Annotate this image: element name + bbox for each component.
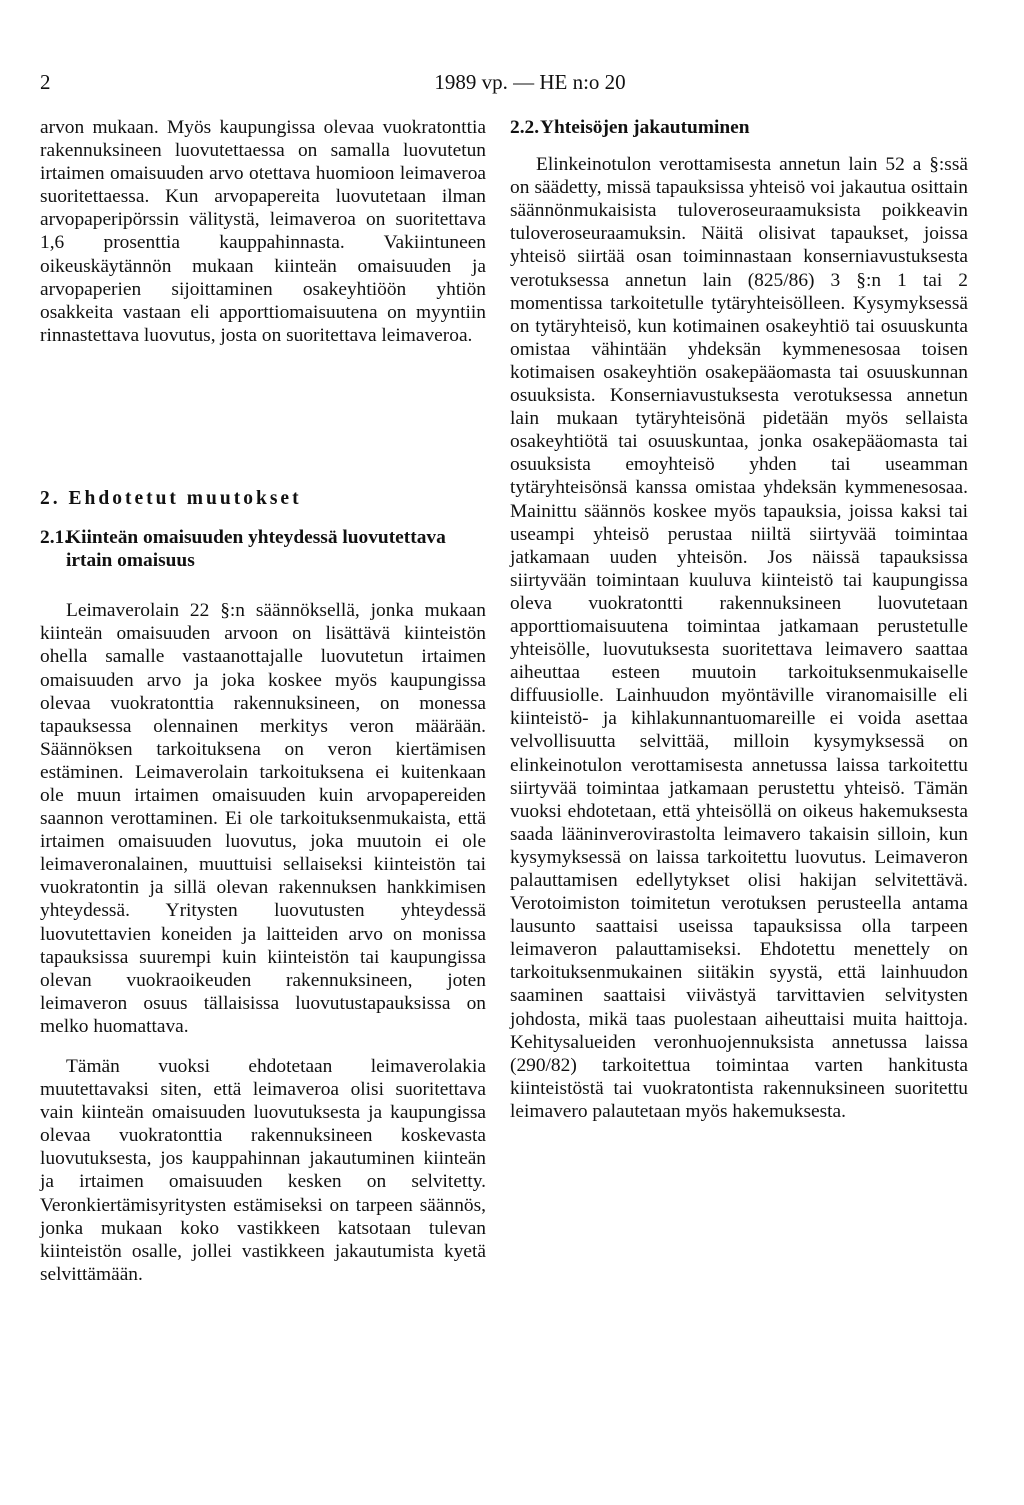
body-paragraph: Elinkeinotulon verottamisesta annetun lain 52 a §:ssä on säädetty, missä tapauksissa yhteisö voi jakautua osittain säännönmukaisista tuloveroseuraamuksista poikkeavin tuloveroseuraamuksin. Näitä olisivat tapaukset, joissa yhteisö siirtää osan toiminnastaan konserniavustuksesta verotuksessa annetun lain (825/86) 3 §:n 1 tai 2 momentissa tarkoitetulle tytäryhteisölleen. Kysymyksessä on tytäryhteisö, kun kotimainen osakeyhtiö tai osuuskunta omistaa vähintään yhdeksän kymmenesosaa toisen kotimaisen osakeyhtiön osakepääomasta tai osuuskunnan osuuksista. Konserniavustuksesta verotuksessa annetun lain mukaan tytäryhteisönä pidetään myös sellaista osakeyhtiötä tai osuuskuntaa, jonka osakepääomasta tai osuuksista emoyhteisö yhden tai useamman tytäryhteisönsä kanssa omistaa yhdeksän kymmenesosaa. Mainittu säännös koskee myös tapauksia, joissa kaksi tai useampi yhteisö perustaa niiltä siirtyvää toimintaa jatkamaan uuden yhteisön. Jos näissä tapauksissa siirtyvään toimintaan kuuluva kiinteistö tai kaupungissa oleva vuokratontti rakennuksineen luovutetaan apporttiomaisuutena toimintaa jatkamaan perustetulle yhteisölle, luovutuksesta suoritettava leimavero saattaa aiheuttaa esteen muutoin tarkoituksenmukaiselle diffuusiolle. Lainhuudon myöntäville viranomaisille eli kiinteistö- ja kihlakunnantuomareille ei voida asettaa velvollisuutta selvittää, milloin kysymyksessä on elinkeinotulon verottamisesta annetussa laissa tarkoitettu siirtyvää toimintaa jatkamaan perustettu yhteisö. Tämän vuoksi ehdotetaan, että yhteisöllä on oikeus hakemuksesta saada lääninverovirastolta leimavero takaisin silloin, kun kysymyksessä on laissa tarkoitettu luovutus. Leimaveron palauttamisen edellytykset olisi hakijan selvitettävä. Verotoimiston toimitetun verotuksen perusteella antama lausunto saattaisi useissa tapauksissa olla tarpeen leimaveron palauttamiseksi. Ehdotettu menettely on tarkoituksenmukainen siitäkin syystä, että lainhuudon saaminen saattaisi viivästyä tarvittavien selvitysten johdosta, mikä taas puolestaan aiheuttaisi muita haittoja. Kehitysalueiden veronhuojennuksista annetussa laissa (290/82) tarkoitettua toimintaa varten hankitusta kiinteistöstä tai vuokratontista rakennuksineen suoritettu leimavero palautetaan myös hakemuksesta. [510, 154, 968, 1122]
subsection-heading-2-2 [510, 116, 968, 139]
intro-paragraph: arvon mukaan. Myös kaupungissa olevaa vuokratonttia rakennuksineen luovutettaessa on samalla luovutetun irtaimen omaisuuden arvo otettava huomioon leimaveroa suoritettaessa. Kun arvopapereita luovutetaan ilman arvopaperipörssin välitystä, leimaveroa on suoritettava 1,6 prosenttia kauppahinnasta. Vakiintuneen oikeuskäytännön mukaan kiinteän omaisuuden ja arvopaperien sijoittaminen osakeyhtiöön yhtiön osakkeita vastaan eli apporttiomaisuutena on myyntiin rinnastettava luovutus, josta on suoritettava leimaveroa. [40, 117, 486, 346]
subsection-heading-2-1 [40, 526, 486, 572]
right-column [510, 116, 968, 1123]
body-paragraph: Tämän vuoksi ehdotetaan leimaverolakia muutettavaksi siten, että leimaveroa olisi suoritettava vain kiinteän omaisuuden luovutuksesta ja kaupungissa olevaa vuokratonttia rakennuksineen koskevasta luovutuksesta, jos kauppahinnan jakautuminen kiinteän ja irtaimen omaisuuden kesken on selvitetty. Veronkiertämisyritysten estämiseksi on tarpeen säännös, jonka mukaan koko vastikkeen katsotaan tulevan kiinteistön osalle, jollei vastikkeen jakautumista kyetä selvittämään. [40, 1056, 486, 1285]
body-paragraph: Leimaverolain 22 §:n säännöksellä, jonka mukaan kiinteän omaisuuden arvoon on lisättävä kiinteistön ohella samalle vastaanottajalle luovutetun irtaimen omaisuuden arvo ja joka koskee myös kaupungissa olevaa vuokratonttia rakennuksineen, on monessa tapauksessa olennainen merkitys veron määrään. Säännöksen tarkoituksena on veron kiertämisen estäminen. Leimaverolain tarkoituksena ei kuitenkaan ole muun irtaimen omaisuuden kuin arvopapereiden saannon verottaminen. Ei ole tarkoituksenmukaista, että irtaimen omaisuuden luovutus, joka muutoin ei ole leimaveronalainen, muuttuisi sellaiseksi kiinteistön tai vuokratontin ja sillä olevan rakennuksen hankkimisen yhteydessä. Yritysten luovutusten yhteydessä luovutettavien koneiden ja laitteiden arvo on monissa tapauksissa suurempi kuin kiinteistön tai kaupungissa olevan vuokraoikeuden rakennuksineen, joten leimaveron osuus tällaisissa luovutustapauksissa on melko huomattava. [40, 600, 486, 1037]
page-header [40, 70, 980, 100]
subsection-number: 2.2. [510, 117, 540, 138]
section-heading: 2. Ehdotetut muutokset [40, 487, 302, 509]
subsection-title: Yhteisöjen jakautuminen [540, 117, 750, 138]
page-number: 2 [40, 70, 51, 94]
subsection-title: Kiinteän omaisuuden yhteydessä luovutettava irtain omaisuus [66, 527, 446, 572]
running-title: 1989 vp. — HE n:o 20 [434, 70, 626, 94]
subsection-number: 2.1. [40, 527, 70, 549]
left-column [40, 116, 486, 1286]
